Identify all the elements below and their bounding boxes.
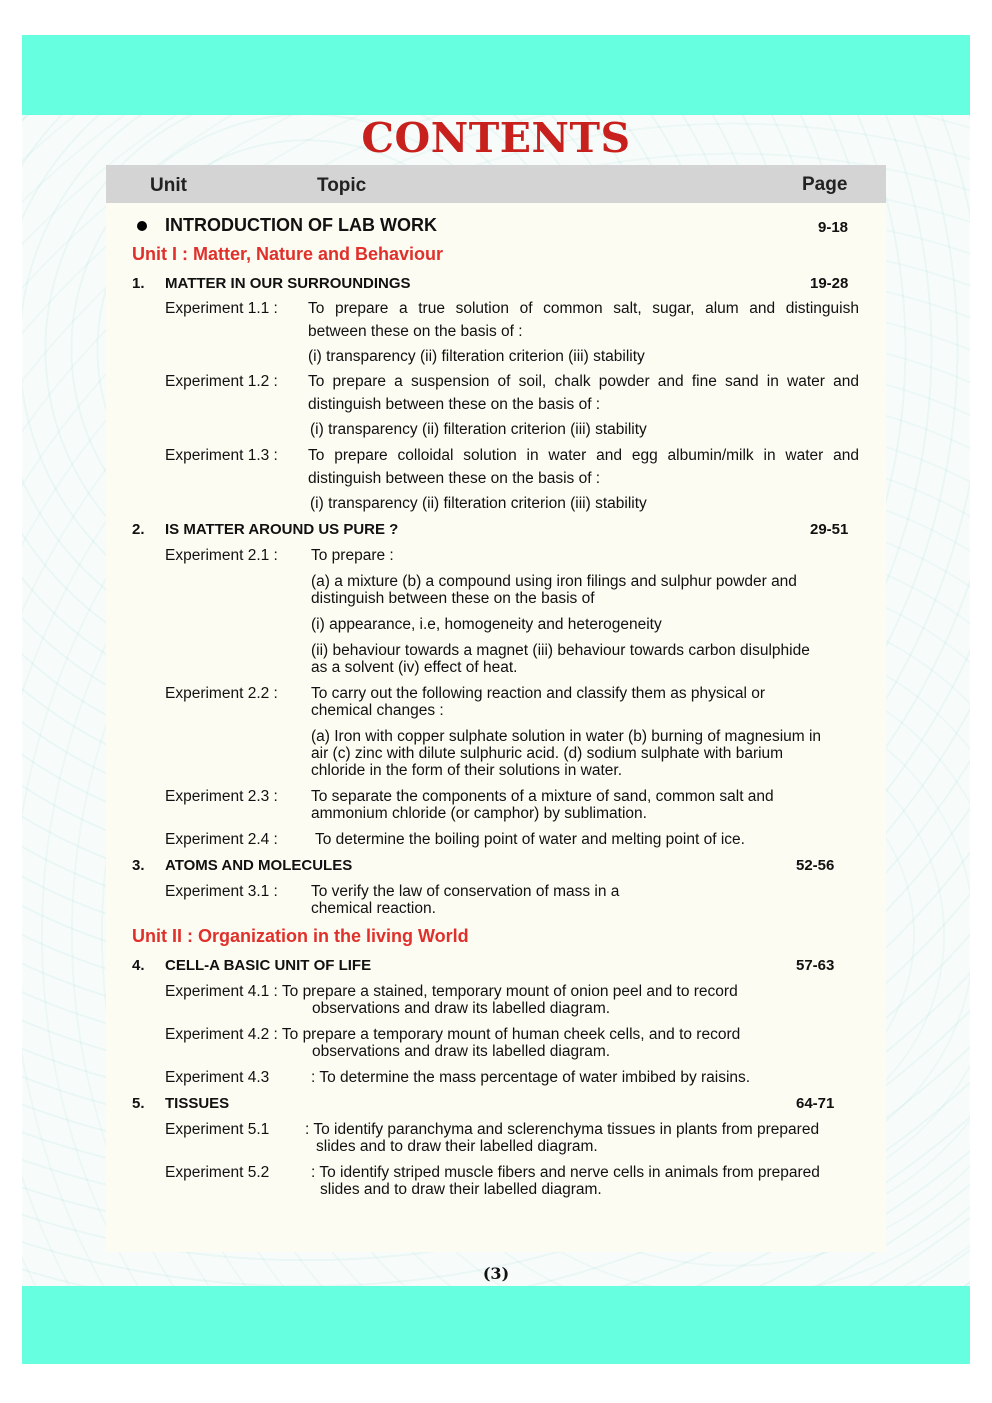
unit1-heading: Unit I : Matter, Nature and Behaviour bbox=[132, 244, 444, 264]
exp-5-2-text: : To identify striped muscle fibers and nerve cells in animals from prepared bbox=[311, 1164, 820, 1181]
exp-4-3-text: : To determine the mass percentage of water imbibed by raisins. bbox=[311, 1069, 751, 1086]
exp-3-1-text-b: chemical reaction. bbox=[311, 900, 436, 917]
chapter2-title[interactable]: IS MATTER AROUND US PURE ? bbox=[165, 521, 399, 538]
exp-1-1-criteria: (i) transparency (ii) filteration criterion (iii) stability bbox=[308, 348, 645, 365]
exp-1-2-text: To prepare a suspension of soil, chalk powder and fine sand in water and bbox=[308, 373, 859, 390]
exp-2-3-text-b: ammonium chloride (or camphor) by sublimation. bbox=[311, 805, 647, 822]
exp-4-1-text-b: observations and draw its labelled diagram. bbox=[312, 1000, 611, 1017]
chapter5-pages: 64-71 bbox=[796, 1095, 835, 1112]
exp-1-3-text-cont: distinguish between these on the basis of : bbox=[308, 470, 601, 487]
exp-2-3-label[interactable]: Experiment 2.3 : bbox=[165, 788, 278, 805]
exp-4-3-label[interactable]: Experiment 4.3 bbox=[165, 1069, 270, 1086]
exp-2-4-label[interactable]: Experiment 2.4 : bbox=[165, 831, 278, 848]
chapter5-title[interactable]: TISSUES bbox=[165, 1095, 230, 1112]
chapter4-pages: 57-63 bbox=[796, 957, 835, 974]
header-topic: Topic bbox=[317, 175, 367, 196]
page-number: (3) bbox=[482, 1264, 510, 1283]
exp-1-3-label[interactable]: Experiment 1.3 : bbox=[165, 447, 278, 464]
exp-2-3-text: To separate the components of a mixture of sand, common salt and bbox=[311, 788, 774, 805]
bottom-band bbox=[22, 1286, 970, 1364]
exp-2-2-text-d: air (c) zinc with dilute sulphuric acid. (d) sodium sulphate with barium bbox=[311, 745, 784, 762]
exp-5-2-label[interactable]: Experiment 5.2 bbox=[165, 1164, 270, 1181]
exp-1-2-label[interactable]: Experiment 1.2 : bbox=[165, 373, 278, 390]
exp-2-1-text: To prepare : bbox=[311, 547, 394, 564]
exp-2-2-text-b: chemical changes : bbox=[311, 702, 444, 719]
exp-2-1-label[interactable]: Experiment 2.1 : bbox=[165, 547, 278, 564]
exp-5-2-text-b: slides and to draw their labelled diagram. bbox=[320, 1181, 602, 1198]
exp-2-1-text-e: as a solvent (iv) effect of heat. bbox=[311, 659, 518, 676]
exp-4-2-text-b: observations and draw its labelled diagram. bbox=[312, 1043, 611, 1060]
chapter-number: 4. bbox=[132, 957, 145, 974]
exp-5-1-label[interactable]: Experiment 5.1 bbox=[165, 1121, 270, 1138]
header-unit: Unit bbox=[150, 175, 187, 196]
exp-1-3-criteria: (i) transparency (ii) filteration criterion (iii) stability bbox=[310, 495, 647, 512]
top-band bbox=[22, 35, 970, 115]
exp-2-1-text-b: distinguish between these on the basis of bbox=[311, 590, 595, 607]
exp-2-1-text-a: (a) a mixture (b) a compound using iron filings and sulphur powder and bbox=[311, 573, 797, 590]
exp-2-2-text-c: (a) Iron with copper sulphate solution in water (b) burning of magnesium in bbox=[311, 728, 822, 745]
chapter4-title[interactable]: CELL-A BASIC UNIT OF LIFE bbox=[165, 957, 372, 974]
exp-2-2-text: To carry out the following reaction and classify them as physical or bbox=[311, 685, 766, 702]
chapter-number: 3. bbox=[132, 857, 145, 874]
page-title: CONTENTS bbox=[361, 114, 631, 162]
intro-label[interactable]: INTRODUCTION OF LAB WORK bbox=[165, 215, 437, 235]
exp-2-2-label[interactable]: Experiment 2.2 : bbox=[165, 685, 278, 702]
chapter1-title[interactable]: MATTER IN OUR SURROUNDINGS bbox=[165, 275, 411, 292]
chapter-number: 1. bbox=[132, 275, 145, 292]
exp-1-1-label[interactable]: Experiment 1.1 : bbox=[165, 300, 278, 317]
exp-4-2-text[interactable]: Experiment 4.2 : To prepare a temporary mount of human cheek cells, and to record bbox=[165, 1026, 741, 1043]
exp-1-1-text-cont: between these on the basis of : bbox=[308, 323, 523, 340]
chapter-number: 2. bbox=[132, 521, 145, 538]
exp-1-1-text: To prepare a true solution of common salt, sugar, alum and distinguish bbox=[308, 300, 859, 317]
exp-2-1-text-c: (i) appearance, i.e, homogeneity and heterogeneity bbox=[311, 616, 662, 633]
chapter3-pages: 52-56 bbox=[796, 857, 835, 874]
exp-1-3-text: To prepare colloidal solution in water and egg albumin/milk in water and bbox=[308, 447, 859, 464]
exp-2-4-text: To determine the boiling point of water and melting point of ice. bbox=[315, 831, 745, 848]
exp-2-1-text-d: (ii) behaviour towards a magnet (iii) behaviour towards carbon disulphide bbox=[311, 642, 810, 659]
exp-2-2-text-e: chloride in the form of their solutions in water. bbox=[311, 762, 623, 779]
exp-5-1-text-b: slides and to draw their labelled diagram. bbox=[316, 1138, 598, 1155]
exp-3-1-label[interactable]: Experiment 3.1 : bbox=[165, 883, 278, 900]
chapter2-pages: 29-51 bbox=[810, 521, 849, 538]
chapter3-title[interactable]: ATOMS AND MOLECULES bbox=[165, 857, 353, 874]
intro-pages: 9-18 bbox=[818, 219, 849, 236]
exp-5-1-text: : To identify paranchyma and sclerenchyma tissues in plants from prepared bbox=[305, 1121, 820, 1138]
exp-4-1-text[interactable]: Experiment 4.1 : To prepare a stained, temporary mount of onion peel and to record bbox=[165, 983, 738, 1000]
unit2-heading: Unit II : Organization in the living World bbox=[132, 926, 469, 946]
exp-3-1-text: To verify the law of conservation of mass in a bbox=[311, 883, 620, 900]
exp-1-2-criteria: (i) transparency (ii) filteration criterion (iii) stability bbox=[310, 421, 647, 438]
exp-1-2-text-cont: distinguish between these on the basis of : bbox=[308, 396, 601, 413]
chapter-number: 5. bbox=[132, 1095, 145, 1112]
bullet-icon bbox=[137, 221, 147, 231]
table-header bbox=[106, 165, 886, 203]
chapter1-pages: 19-28 bbox=[810, 275, 849, 292]
header-page: Page bbox=[802, 174, 848, 195]
